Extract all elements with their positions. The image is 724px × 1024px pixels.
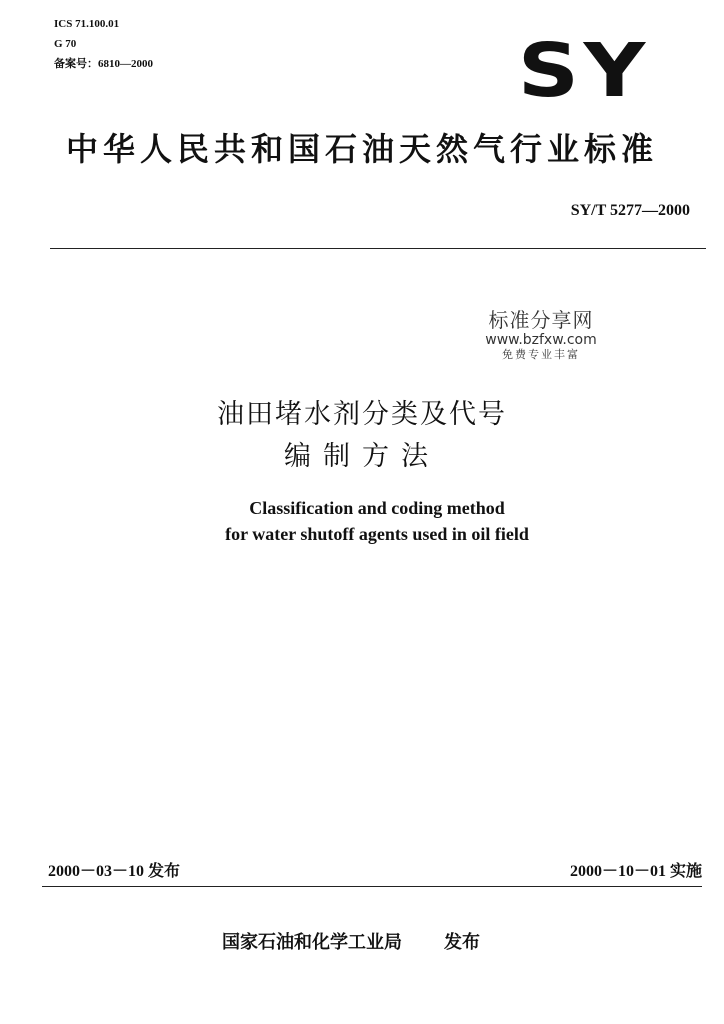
title-zh-line1: 油田堵水剂分类及代号 — [217, 399, 507, 430]
issue-date: 2000－03－10 发布 — [48, 863, 181, 880]
watermark-site-name: 标准分享网 — [488, 308, 594, 332]
document-meta — [54, 14, 153, 74]
classification-code: G 70 — [54, 38, 77, 50]
record-number: 备案号：6810—2000 — [54, 58, 153, 70]
issuer-action: 发布 — [444, 932, 480, 953]
watermark-url: www.bzfxw.com — [485, 332, 597, 348]
watermark — [466, 308, 616, 362]
watermark-slogan: 免费专业丰富 — [502, 348, 580, 361]
issuer-name: 国家石油和化学工业局 — [222, 932, 402, 953]
sy-logo: SY — [517, 28, 650, 114]
standard-category: 中华人民共和国石油天然气行业标准 — [65, 130, 658, 168]
implement-date: 2000－10－01 实施 — [569, 863, 702, 880]
footer-divider — [42, 886, 702, 887]
title-zh-line2: 编制方法 — [284, 441, 440, 472]
title-en-line2: for water shutoff agents used in oil field — [225, 524, 529, 544]
header-divider — [50, 248, 706, 249]
standard-number: SY/T 5277—2000 — [570, 202, 690, 219]
ics-code: ICS 71.100.01 — [54, 18, 120, 30]
issuer-line — [222, 928, 480, 954]
title-en-line1: Classification and coding method — [249, 498, 505, 518]
